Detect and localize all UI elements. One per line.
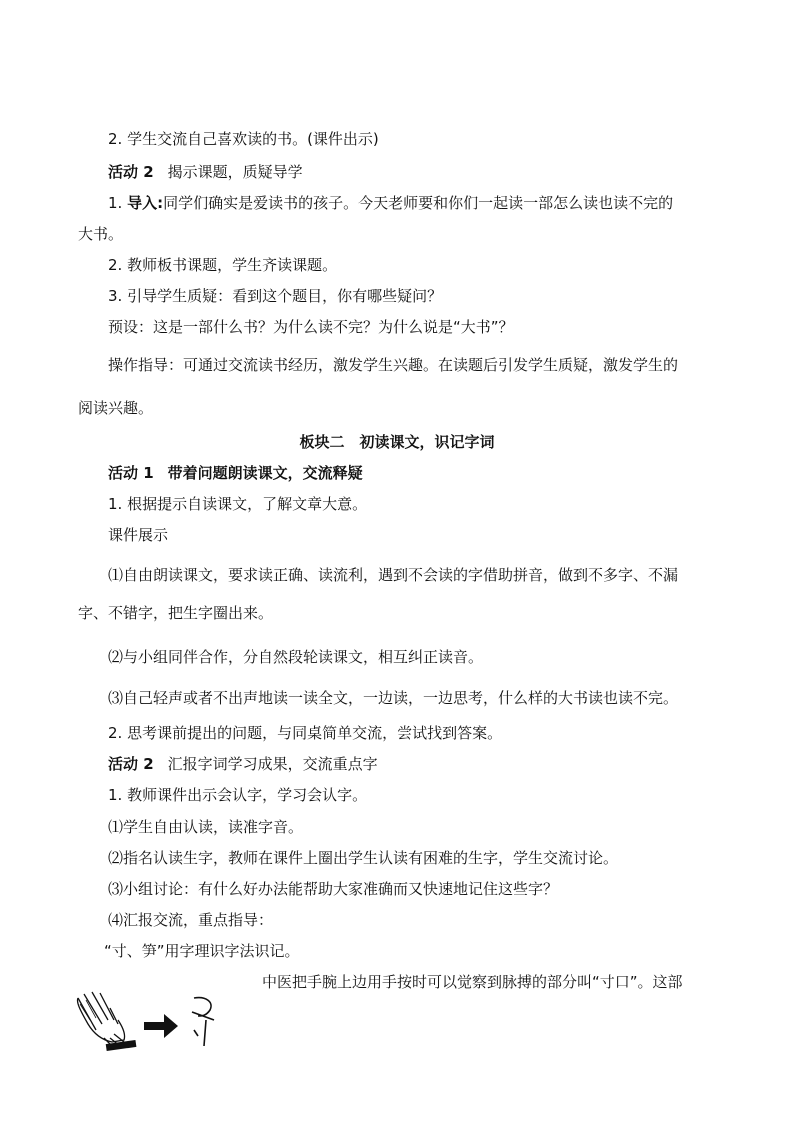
paragraph-line: 1. 教师课件出示会认字，学习会认字。 bbox=[108, 786, 368, 804]
paragraph-line: 2. 思考课前提出的问题，与同桌简单交流，尝试找到答案。 bbox=[108, 724, 503, 742]
paragraph-line: 课件展示 bbox=[108, 526, 169, 544]
bold-term: 导入: bbox=[127, 194, 164, 212]
paragraph-line: 字、不错字，把生字圈出来。 bbox=[78, 604, 274, 622]
paragraph-line: ⑶自己轻声或者不出声地读一读全文，一边读，一边思考，什么样的大书读也读不完。 bbox=[108, 689, 679, 707]
paragraph-line: 2. 教师板书课题，学生齐读课题。 bbox=[108, 256, 338, 274]
activity-label: 活动 2 bbox=[108, 163, 154, 181]
paragraph-text: 同学们确实是爱读书的孩子。今天老师要和你们一起读一部怎么读也读不完的 bbox=[163, 194, 674, 212]
activity-label: 活动 1 bbox=[108, 464, 154, 482]
activity-title: 揭示课题，质疑导学 bbox=[167, 163, 303, 181]
paragraph-line: 阅读兴趣。 bbox=[78, 399, 154, 417]
paragraph-line: 1. 根据提示自读课文，了解文章大意。 bbox=[108, 495, 368, 513]
paragraph-line: 中医把手腕上边用手按时可以觉察到脉搏的部分叫“寸口”。这部 bbox=[262, 973, 683, 991]
arrow-icon bbox=[144, 1014, 178, 1038]
activity-title: 汇报字词学习成果，交流重点字 bbox=[167, 755, 378, 773]
activity-title: 带着问题朗读课文，交流释疑 bbox=[167, 464, 363, 482]
section-heading: 板块二 初读课文，识记字词 bbox=[299, 433, 495, 451]
paragraph-line: ⑷汇报交流，重点指导： bbox=[108, 911, 274, 929]
paragraph-line: 预设：这是一部什么书？为什么读不完？为什么说是“大书”？ bbox=[108, 318, 514, 336]
hand-to-character-illustration bbox=[74, 990, 224, 1054]
paragraph-line: 3. 引导学生质疑：看到这个题目，你有哪些疑问？ bbox=[108, 287, 443, 305]
activity-heading bbox=[108, 162, 303, 182]
paragraph-line: 大书。 bbox=[78, 225, 124, 243]
list-number: 1. bbox=[108, 194, 128, 212]
activity-heading bbox=[108, 754, 378, 774]
paragraph-line: ⑴学生自由认读，读准字音。 bbox=[108, 818, 304, 836]
activity-label: 活动 2 bbox=[108, 755, 154, 773]
paragraph-line: ⑵指名认读生字，教师在课件上圈出学生认读有困难的生字，学生交流讨论。 bbox=[108, 849, 619, 867]
activity-heading bbox=[108, 463, 363, 483]
paragraph-line: ⑵与小组同伴合作，分自然段轮读课文，相互纠正读音。 bbox=[108, 648, 484, 666]
paragraph-line: ⑴自由朗读课文，要求读正确、读流利，遇到不会读的字借助拼音，做到不多字、不漏 bbox=[108, 566, 679, 584]
ancient-character-icon bbox=[192, 998, 214, 1046]
paragraph-line: 操作指导：可通过交流读书经历，激发学生兴趣。在读题后引发学生质疑，激发学生的 bbox=[108, 356, 679, 374]
paragraph-line: “寸、笋”用字理识字法识记。 bbox=[104, 942, 300, 960]
paragraph-line: 2. 学生交流自己喜欢读的书。(课件出示) bbox=[108, 130, 379, 148]
paragraph-line bbox=[108, 193, 673, 213]
paragraph-line: ⑶小组讨论：有什么好办法能帮助大家准确而又快速地记住这些字？ bbox=[108, 880, 559, 898]
hand-icon bbox=[77, 992, 124, 1048]
